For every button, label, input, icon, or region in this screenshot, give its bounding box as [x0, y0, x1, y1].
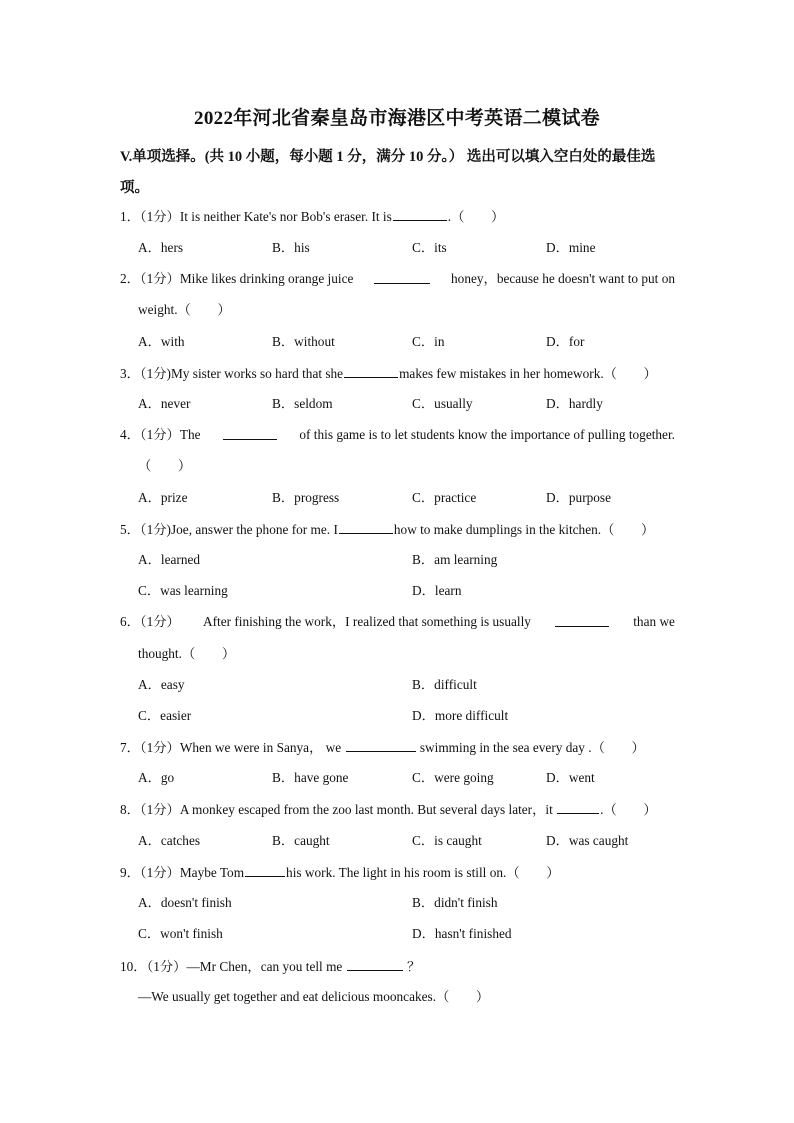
- question-stem-end: .（ ）: [447, 209, 505, 224]
- option-b: B．progress: [272, 490, 340, 505]
- answer-blank: [374, 270, 430, 284]
- question-score: （1分）: [139, 802, 180, 817]
- option-b: B．his: [272, 240, 310, 255]
- option-a: A．never: [138, 396, 191, 411]
- option-c: C．is caught: [412, 833, 482, 848]
- option-b: B．didn't finish: [412, 895, 498, 910]
- question-3: [120, 364, 657, 383]
- option-a: A．catches: [138, 833, 201, 848]
- question-8: [120, 800, 657, 819]
- option-a: A．with: [138, 334, 185, 349]
- question-score: （1分）: [146, 959, 187, 974]
- question-2: [120, 270, 675, 288]
- question-1: [120, 207, 504, 226]
- question-9: [120, 863, 560, 882]
- question-stem: My sister works so hard that she: [170, 366, 344, 381]
- question-10: [120, 957, 420, 976]
- question-stem: Mike likes drinking orange juice: [179, 271, 354, 286]
- question-stem: When we were in Sanya， we: [179, 740, 342, 755]
- option-c: C．won't finish: [138, 926, 223, 941]
- question-stem: The: [179, 427, 201, 442]
- section-header-line-2: 项。: [120, 180, 149, 196]
- question-number: 1．: [120, 209, 140, 224]
- question-stem-end: makes few mistakes in her homework.（ ）: [399, 366, 657, 381]
- answer-blank: [557, 800, 599, 814]
- question-score: （1分）: [139, 209, 180, 224]
- question-continuation: —We usually get together and eat delicious mooncakes.（ ）: [138, 989, 490, 1004]
- answer-blank: [393, 207, 447, 221]
- option-b: B．am learning: [412, 552, 498, 567]
- question-stem: It is neither Kate's nor Bob's eraser. It is: [179, 209, 392, 224]
- option-d: D．learn: [412, 583, 462, 598]
- question-stem-end: of this game is to let students know the importance of pulling together.: [299, 427, 675, 442]
- question-6: [120, 613, 675, 631]
- question-score: （1分): [139, 522, 171, 537]
- question-stem-end: how to make dumplings in the kitchen.（ ）: [393, 522, 655, 537]
- page-title: 2022年河北省秦皇岛市海港区中考英语二模试卷: [194, 108, 600, 129]
- question-score: （1分）: [139, 740, 180, 755]
- question-stem: Joe, answer the phone for me. I: [170, 522, 338, 537]
- section-header: [120, 142, 680, 204]
- question-stem-end: his work. The light in his room is still on.（ ）: [286, 865, 560, 880]
- section-header-line-1: V.单项选择。(共 10 小题，每小题 1 分，满分 10 分。） 选出可以填入空白处的最佳选: [120, 149, 656, 165]
- answer-blank: [245, 863, 285, 877]
- question-number: 6．: [120, 614, 140, 629]
- option-b: B．difficult: [412, 677, 477, 692]
- option-a: A．prize: [138, 490, 188, 505]
- answer-blank: [344, 364, 398, 378]
- option-c: C．were going: [412, 770, 494, 785]
- option-d: D．more difficult: [412, 708, 509, 723]
- option-b: B．without: [272, 334, 335, 349]
- option-c: C．was learning: [138, 583, 228, 598]
- option-d: D．mine: [546, 240, 596, 255]
- question-4: [120, 426, 675, 444]
- question-number: 8．: [120, 802, 140, 817]
- question-7: [120, 738, 645, 757]
- question-number: 10．: [120, 959, 147, 974]
- option-a: A．learned: [138, 552, 201, 567]
- option-c: C．easier: [138, 708, 192, 723]
- option-d: D．purpose: [546, 490, 611, 505]
- question-stem: —Mr Chen，can you tell me: [186, 959, 343, 974]
- question-stem: Maybe Tom: [179, 865, 245, 880]
- question-score: （1分): [139, 366, 171, 381]
- answer-blank: [223, 426, 277, 440]
- question-stem-end: honey，because he doesn't want to put on: [451, 271, 675, 286]
- answer-blank: [346, 738, 416, 752]
- question-stem-end: than we: [633, 614, 675, 629]
- option-a: A．go: [138, 770, 175, 785]
- option-d: D．for: [546, 334, 585, 349]
- question-number: 4．: [120, 427, 140, 442]
- question-score: （1分）: [139, 271, 180, 286]
- question-stem: A monkey escaped from the zoo last month. But several days later，it: [179, 802, 553, 817]
- option-d: D．was caught: [546, 833, 629, 848]
- option-b: B．seldom: [272, 396, 333, 411]
- question-continuation: thought.（ ）: [138, 646, 236, 661]
- question-stem-end: swimming in the sea every day .（ ）: [419, 740, 645, 755]
- option-c: C．in: [412, 334, 445, 349]
- option-a: A．hers: [138, 240, 184, 255]
- question-5: [120, 520, 654, 539]
- question-stem-end: ？: [406, 959, 421, 974]
- question-score: （1分）: [139, 427, 180, 442]
- question-number: 9．: [120, 865, 140, 880]
- option-d: D．hasn't finished: [412, 926, 512, 941]
- answer-blank: [347, 957, 403, 971]
- option-a: A．doesn't finish: [138, 895, 232, 910]
- question-score: （1分）: [139, 865, 180, 880]
- question-stem: After finishing the work，I realized that something is usually: [203, 614, 531, 629]
- option-b: B．have gone: [272, 770, 349, 785]
- question-score: （1分）: [139, 614, 180, 629]
- option-b: B．caught: [272, 833, 330, 848]
- question-number: 2．: [120, 271, 140, 286]
- answer-blank: [555, 613, 609, 627]
- option-a: A．easy: [138, 677, 185, 692]
- answer-blank: [339, 520, 393, 534]
- question-continuation: （ ）: [138, 458, 192, 473]
- option-c: C．usually: [412, 396, 473, 411]
- question-number: 7．: [120, 740, 140, 755]
- question-stem-end: .（ ）: [600, 802, 657, 817]
- option-c: C．practice: [412, 490, 477, 505]
- option-d: D．went: [546, 770, 595, 785]
- option-c: C．its: [412, 240, 447, 255]
- question-number: 5．: [120, 522, 140, 537]
- question-continuation: weight.（ ）: [138, 302, 231, 317]
- option-d: D．hardly: [546, 396, 603, 411]
- question-number: 3．: [120, 366, 140, 381]
